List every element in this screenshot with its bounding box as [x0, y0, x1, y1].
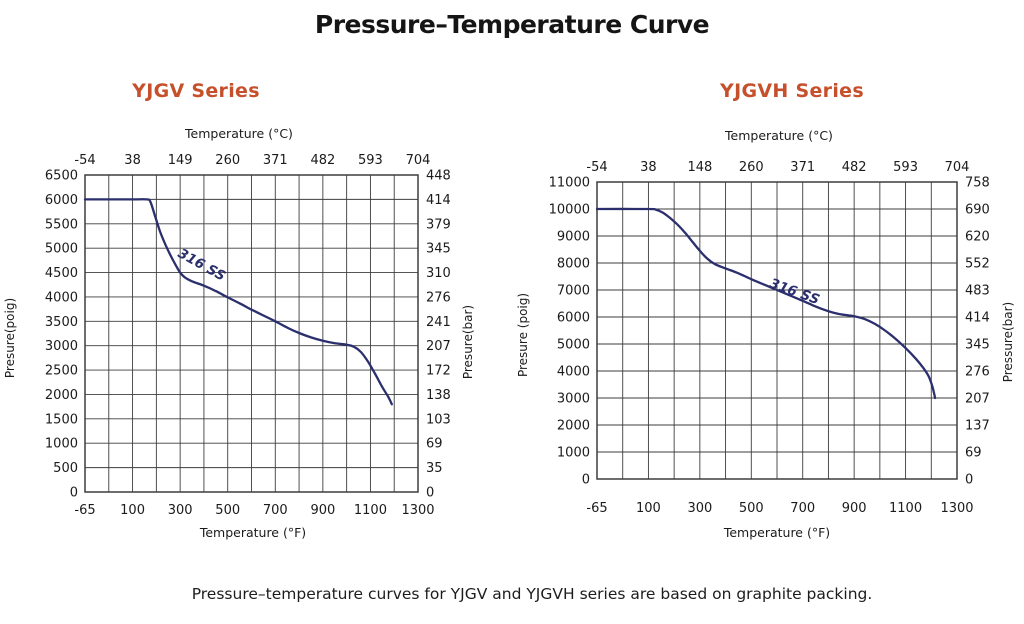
left-axis-tick: 6000 — [44, 192, 78, 208]
right-axis-tick: 483 — [965, 283, 990, 299]
right-axis-tick: 276 — [426, 290, 451, 306]
right-axis-tick: 241 — [426, 314, 451, 330]
top-axis-tick: 704 — [405, 153, 431, 168]
left-axis-tick: 1000 — [556, 445, 590, 461]
bottom-axis-tick: 500 — [738, 501, 764, 516]
yjgvh-pressure-temperature-chart — [505, 110, 1024, 580]
left-axis-tick: 3000 — [556, 391, 590, 407]
right-axis-tick: 276 — [965, 364, 990, 380]
caption: Pressure–temperature curves for YJGV and YJGVH series are based on graphite packing. — [191, 585, 873, 603]
bottom-axis-tick: 100 — [120, 503, 145, 518]
top-axis-tick: -54 — [74, 153, 96, 168]
right-axis-tick: 172 — [426, 363, 451, 379]
left-axis-tick: 4000 — [556, 364, 590, 380]
left-axis-tick: 6000 — [556, 310, 590, 326]
yjgv-pressure-temperature-chart — [0, 110, 505, 580]
right-axis-tick: 103 — [426, 412, 451, 428]
right-axis-tick: 414 — [965, 310, 990, 326]
right-axis-tick: 345 — [426, 241, 451, 257]
right-axis-tick: 69 — [965, 445, 982, 461]
right-axis-tick: 414 — [426, 192, 451, 208]
right-axis-tick: 345 — [965, 337, 990, 353]
left-axis-tick: 5000 — [44, 241, 78, 257]
bottom-axis-tick: 100 — [636, 501, 661, 516]
left-axis-tick: 3500 — [44, 314, 78, 330]
bottom-axis-tick: 700 — [790, 501, 816, 516]
bottom-axis-tick: 500 — [215, 503, 241, 518]
bottom-axis-tick: 1300 — [940, 501, 974, 516]
right-axis-tick: 137 — [965, 418, 990, 434]
left-axis-tick: 500 — [53, 461, 78, 477]
left-axis-tick: 0 — [69, 485, 78, 501]
right-axis-tick: 69 — [426, 436, 443, 452]
right-axis-tick: 448 — [426, 168, 451, 184]
right-axis-tick: 207 — [965, 391, 990, 407]
left-axis-tick: 4000 — [44, 290, 78, 306]
page-title: Pressure–Temperature Curve — [314, 10, 710, 39]
bottom-axis-tick: 900 — [310, 503, 336, 518]
right-axis-tick: 379 — [426, 217, 451, 233]
top-axis-tick: 593 — [358, 153, 383, 168]
left-axis-title: Presure(poig) — [3, 297, 17, 379]
bottom-axis-tick: 1300 — [401, 503, 435, 518]
bottom-axis-title: Temperature (°F) — [723, 525, 831, 540]
material-label: 316 SS — [767, 275, 822, 309]
left-axis-tick: 10000 — [548, 202, 590, 218]
top-axis-title: Temperature (°C) — [185, 126, 293, 141]
top-axis-tick: 260 — [738, 160, 764, 175]
top-axis-tick: 38 — [124, 153, 141, 168]
right-axis-title: Presure(bar) — [461, 304, 475, 380]
chart-title-yjgvh: YJGVH Series — [720, 80, 864, 102]
bottom-axis-tick: -65 — [74, 503, 96, 518]
left-axis-tick: 5000 — [556, 337, 590, 353]
top-axis-title: Temperature (°C) — [725, 128, 833, 143]
right-axis-tick: 552 — [965, 256, 990, 272]
left-axis-tick: 3000 — [44, 339, 78, 355]
chart-title-yjgv: YJGV Series — [132, 80, 260, 102]
top-axis-tick: 371 — [790, 160, 816, 175]
bottom-axis-tick: 900 — [841, 501, 867, 516]
bottom-axis-tick: 300 — [167, 503, 193, 518]
top-axis-tick: -54 — [586, 160, 608, 175]
left-axis-tick: 1000 — [44, 436, 78, 452]
bottom-axis-tick: -65 — [586, 501, 608, 516]
top-axis-tick: 482 — [310, 153, 336, 168]
bottom-axis-tick: 300 — [687, 501, 713, 516]
top-axis-tick: 704 — [944, 160, 970, 175]
left-axis-tick: 5500 — [44, 217, 78, 233]
right-axis-tick: 138 — [426, 387, 451, 403]
left-axis-tick: 0 — [581, 472, 590, 488]
left-axis-tick: 8000 — [556, 256, 590, 272]
top-axis-tick: 593 — [893, 160, 918, 175]
top-axis-tick: 148 — [687, 160, 713, 175]
right-axis-tick: 0 — [965, 472, 974, 488]
bottom-axis-tick: 1100 — [353, 503, 387, 518]
bottom-axis-tick: 700 — [262, 503, 288, 518]
top-axis-tick: 38 — [640, 160, 657, 175]
right-axis-tick: 35 — [426, 461, 443, 477]
left-axis-tick: 2500 — [44, 363, 78, 379]
left-axis-tick: 2000 — [44, 387, 78, 403]
top-axis-tick: 260 — [215, 153, 241, 168]
left-axis-tick: 9000 — [556, 229, 590, 245]
right-axis-tick: 207 — [426, 339, 451, 355]
right-axis-tick: 758 — [965, 175, 990, 191]
left-axis-tick: 6500 — [44, 168, 78, 184]
left-axis-tick: 4500 — [44, 266, 78, 282]
right-axis-tick: 0 — [426, 485, 435, 501]
pressure-temperature-curve — [85, 199, 392, 404]
bottom-axis-title: Temperature (°F) — [199, 525, 307, 540]
top-axis-tick: 371 — [262, 153, 288, 168]
left-axis-tick: 1500 — [44, 412, 78, 428]
left-axis-tick: 11000 — [548, 175, 590, 191]
top-axis-tick: 482 — [841, 160, 867, 175]
left-axis-tick: 2000 — [556, 418, 590, 434]
right-axis-tick: 310 — [426, 266, 451, 282]
top-axis-tick: 149 — [167, 153, 193, 168]
left-axis-title: Presure (poig) — [516, 292, 530, 378]
right-axis-title: Pressure(bar) — [1001, 301, 1015, 383]
pressure-temperature-curve — [597, 209, 935, 398]
bottom-axis-tick: 1100 — [889, 501, 923, 516]
right-axis-tick: 690 — [965, 202, 990, 218]
left-axis-tick: 7000 — [556, 283, 590, 299]
material-label: 316 SS — [175, 245, 229, 285]
right-axis-tick: 620 — [965, 229, 990, 245]
